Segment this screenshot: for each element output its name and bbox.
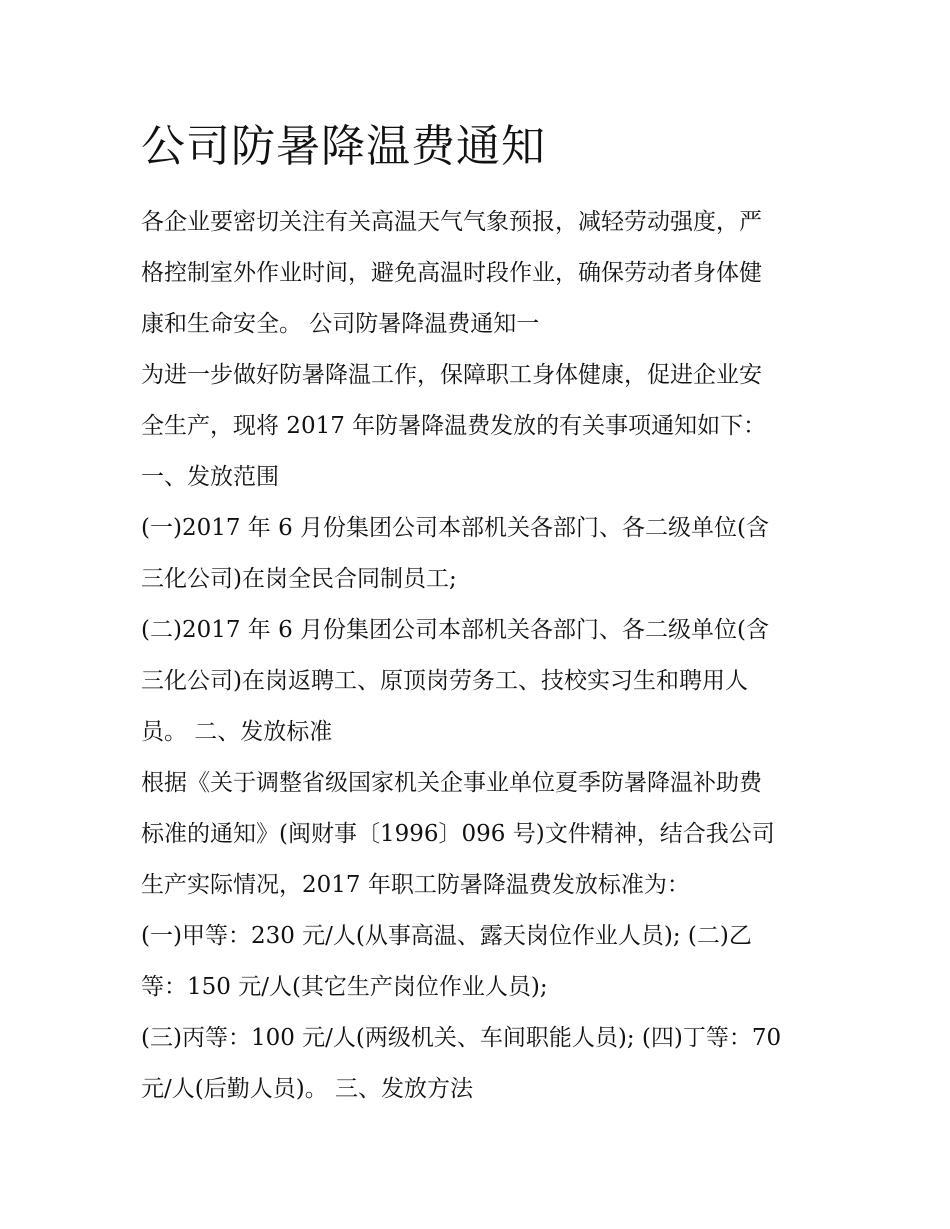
body-line-17: (三)丙等：100 元/人(两级机关、车间职能人员); (四)丁等：70 bbox=[141, 1025, 782, 1051]
body-line-5: 全生产，现将 2017 年防暑降温费发放的有关事项通知如下： bbox=[141, 413, 767, 439]
section-heading-1: 一、发放范围 bbox=[141, 464, 279, 490]
document-title: 公司防暑降温费通知 bbox=[141, 121, 546, 172]
body-line-1: 各企业要密切关注有关高温天气气象预报，减轻劳动强度，严 bbox=[141, 209, 762, 235]
body-line-11: 员。 二、发放标准 bbox=[141, 719, 333, 745]
body-line-16: 等：150 元/人(其它生产岗位作业人员); bbox=[141, 974, 548, 1000]
body-line-12: 根据《关于调整省级国家机关企事业单位夏季防暑降温补助费 bbox=[141, 770, 762, 796]
body-line-13: 标准的通知》(闽财事〔1996〕096 号)文件精神，结合我公司 bbox=[141, 821, 775, 847]
body-line-7: (一)2017 年 6 月份集团公司本部机关各部门、各二级单位(含 bbox=[141, 515, 770, 541]
body-line-3: 康和生命安全。 公司防暑降温费通知一 bbox=[141, 311, 540, 337]
body-line-14: 生产实际情况，2017 年职工防暑降温费发放标准为： bbox=[141, 872, 690, 898]
body-line-9: (二)2017 年 6 月份集团公司本部机关各部门、各二级单位(含 bbox=[141, 617, 770, 643]
body-line-2: 格控制室外作业时间，避免高温时段作业，确保劳动者身体健 bbox=[141, 260, 762, 286]
body-line-15: (一)甲等：230 元/人(从事高温、露天岗位作业人员); (二)乙 bbox=[141, 923, 752, 949]
body-line-8: 三化公司)在岗全民合同制员工; bbox=[141, 566, 457, 592]
body-line-4: 为进一步做好防暑降温工作，保障职工身体健康，促进企业安 bbox=[141, 362, 762, 388]
body-line-18: 元/人(后勤人员)。 三、发放方法 bbox=[141, 1076, 474, 1102]
body-line-10: 三化公司)在岗返聘工、原顶岗劳务工、技校实习生和聘用人 bbox=[141, 668, 748, 694]
